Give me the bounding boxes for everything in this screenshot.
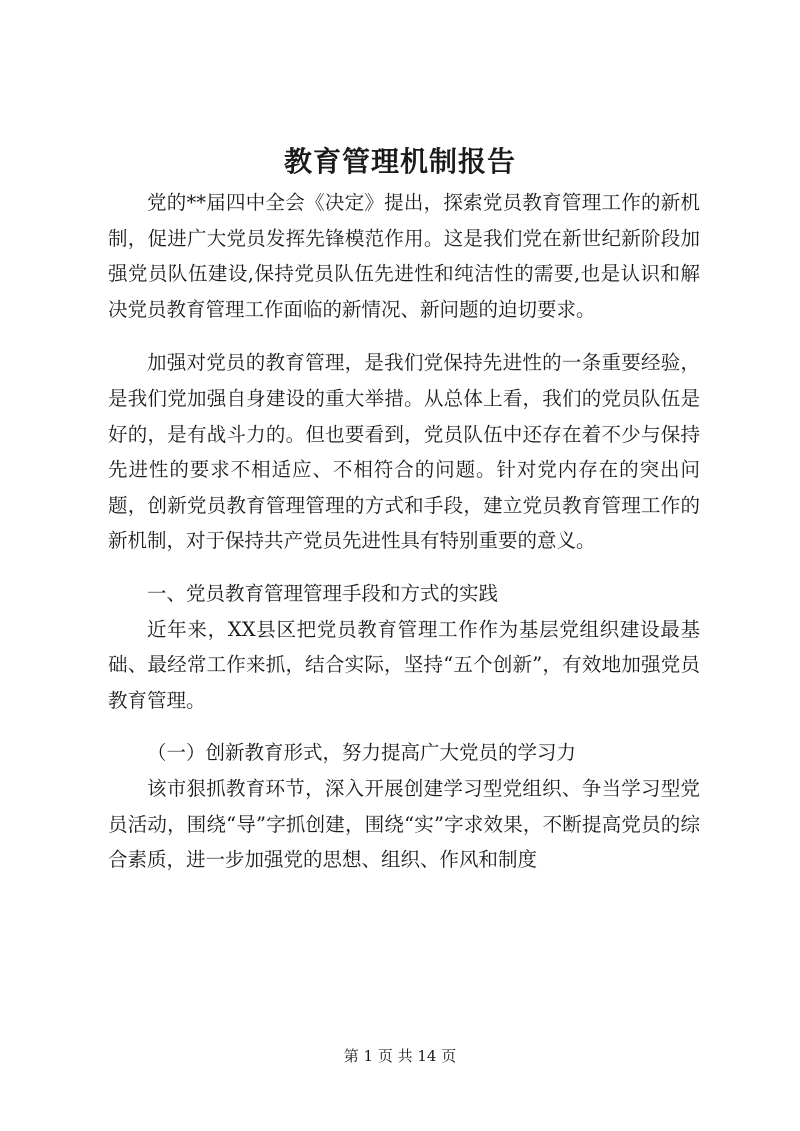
paragraph-education: 该市狠抓教育环节，深入开展创建学习型党组织、争当学习型党员活动，围绕“导”字抓创建，围绕“实”字求效果，不断提高党员的综合素质，进一步加强党的思想、组织、作风和制度: [108, 776, 700, 872]
page-number-footer: 第 1 页 共 14 页: [343, 1047, 457, 1065]
document-title: 教育管理机制报告: [283, 145, 516, 178]
document-body: [108, 185, 700, 878]
paragraph-intro: 党的**届四中全会《决定》提出，探索党员教育管理工作的新机制，促进广大党员发挥先锋模范作用。这是我们党在新世纪新阶段加强党员队伍建设,保持党员队伍先进性和纯洁性的需要,也是认识和解决党员教育管理工作面临的新情况、新问题的迫切要求。: [108, 191, 700, 321]
subsection-heading-1: （一）创新教育形式，努力提高广大党员的学习力: [147, 741, 577, 765]
paragraph-practice: 近年来，XX县区把党员教育管理工作作为基层党组织建设最基础、最经常工作来抓，结合实际，坚持“五个创新”，有效地加强党员教育管理。: [108, 617, 700, 712]
section-heading-1: 一、党员教育管理管理手段和方式的实践: [147, 581, 499, 605]
paragraph-importance: 加强对党员的教育管理，是我们党保持先进性的一条重要经验，是我们党加强自身建设的重大举措。从总体上看，我们的党员队伍是好的，是有战斗力的。但也要看到，党员队伍中还存在着不少与保持先进性的要求不相适应、不相符合的问题。针对党内存在的突出问题，创新党员教育管理管理的方式和手段，建立党员教育管理工作的新机制，对于保持共产党员先进性具有特别重要的意义。: [108, 351, 700, 553]
